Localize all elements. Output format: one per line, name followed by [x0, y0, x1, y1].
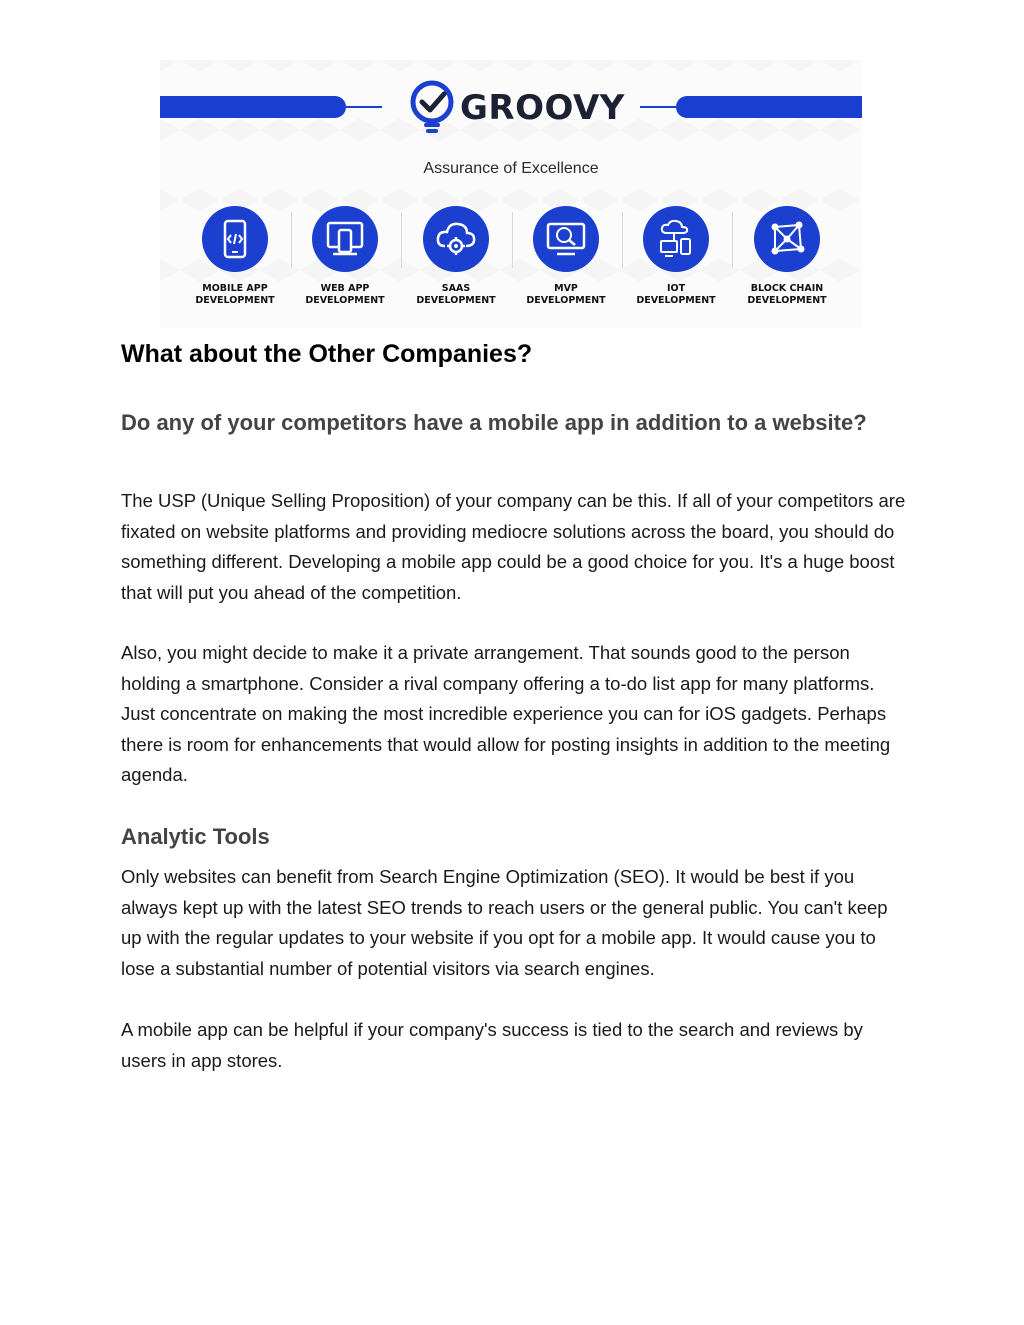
service-label-line2: DEVELOPMENT: [416, 295, 496, 306]
blockchain-network-icon: [754, 206, 820, 272]
service-label-line1: SAAS: [441, 283, 471, 294]
service-label-line1: WEB APP: [320, 283, 370, 294]
service-label-line1: MVP: [554, 283, 578, 294]
service-label-line1: IOT: [666, 283, 686, 294]
groovy-logo: [408, 80, 625, 138]
service-blockchain: [732, 206, 842, 316]
service-label-line2: DEVELOPMENT: [747, 295, 827, 306]
service-saas: [401, 206, 511, 316]
web-app-icon: [312, 206, 378, 272]
iot-cloud-devices-icon: [643, 206, 709, 272]
mvp-monitor-icon: [533, 206, 599, 272]
banner-line-right: [640, 106, 676, 108]
groovy-banner-image: [160, 60, 862, 328]
service-label-line1: BLOCK CHAIN: [750, 283, 824, 294]
brand-tagline: Assurance of Excellence: [423, 160, 599, 177]
paragraph-private-arrangement: Also, you might decide to make it a private arrangement. That sounds good to the person holding a smartphone. Consider a rival company offering a to-do list app for many platforms. Just concentrate on making the most incredible experience you can for iOS gadgets. Perhaps there is room for enhancements that would allow for posting insights in addition to the meeting agenda.: [121, 642, 891, 785]
paragraph-usp: The USP (Unique Selling Proposition) of your company can be this. If all of your competitors are fixated on website platforms and providing mediocre solutions across the board, you should do something different. Developing a mobile app could be a good choice for you. It's a huge boost that will put you ahead of the competition.: [121, 490, 906, 603]
banner-bar-right: [676, 96, 862, 118]
service-label-line2: DEVELOPMENT: [305, 295, 385, 306]
article-title: What about the Other Companies?: [121, 340, 533, 368]
service-label-line1: MOBILE APP: [202, 283, 268, 294]
banner-line-left: [346, 106, 382, 108]
paragraph-seo: Only websites can benefit from Search Engine Optimization (SEO). It would be best if you always kept up with the latest SEO trends to reach users or the general public. You can't keep up with the regular updates to your website if you opt for a mobile app. It would cause you to lose a substantial number of potential visitors via search engines.: [121, 866, 888, 979]
mobile-code-icon: [202, 206, 268, 272]
service-label-line2: DEVELOPMENT: [195, 295, 275, 306]
services-row: [180, 206, 842, 316]
cloud-gear-icon: [423, 206, 489, 272]
service-label-line2: DEVELOPMENT: [526, 295, 606, 306]
section-heading-analytic-tools: Analytic Tools: [121, 824, 270, 849]
service-label-line2: DEVELOPMENT: [636, 295, 716, 306]
service-mobile-app: [180, 206, 290, 316]
brand-name: GROOVY: [460, 88, 625, 128]
service-iot: [621, 206, 731, 316]
lightbulb-check-icon: [408, 80, 456, 138]
paragraph-app-stores: A mobile app can be helpful if your company's success is tied to the search and reviews by users in app stores.: [121, 1019, 863, 1071]
section-heading-competitors: Do any of your competitors have a mobile app in addition to a website?: [121, 410, 867, 435]
service-mvp: [511, 206, 621, 316]
service-web-app: [290, 206, 400, 316]
banner-bar-left: [160, 96, 346, 118]
